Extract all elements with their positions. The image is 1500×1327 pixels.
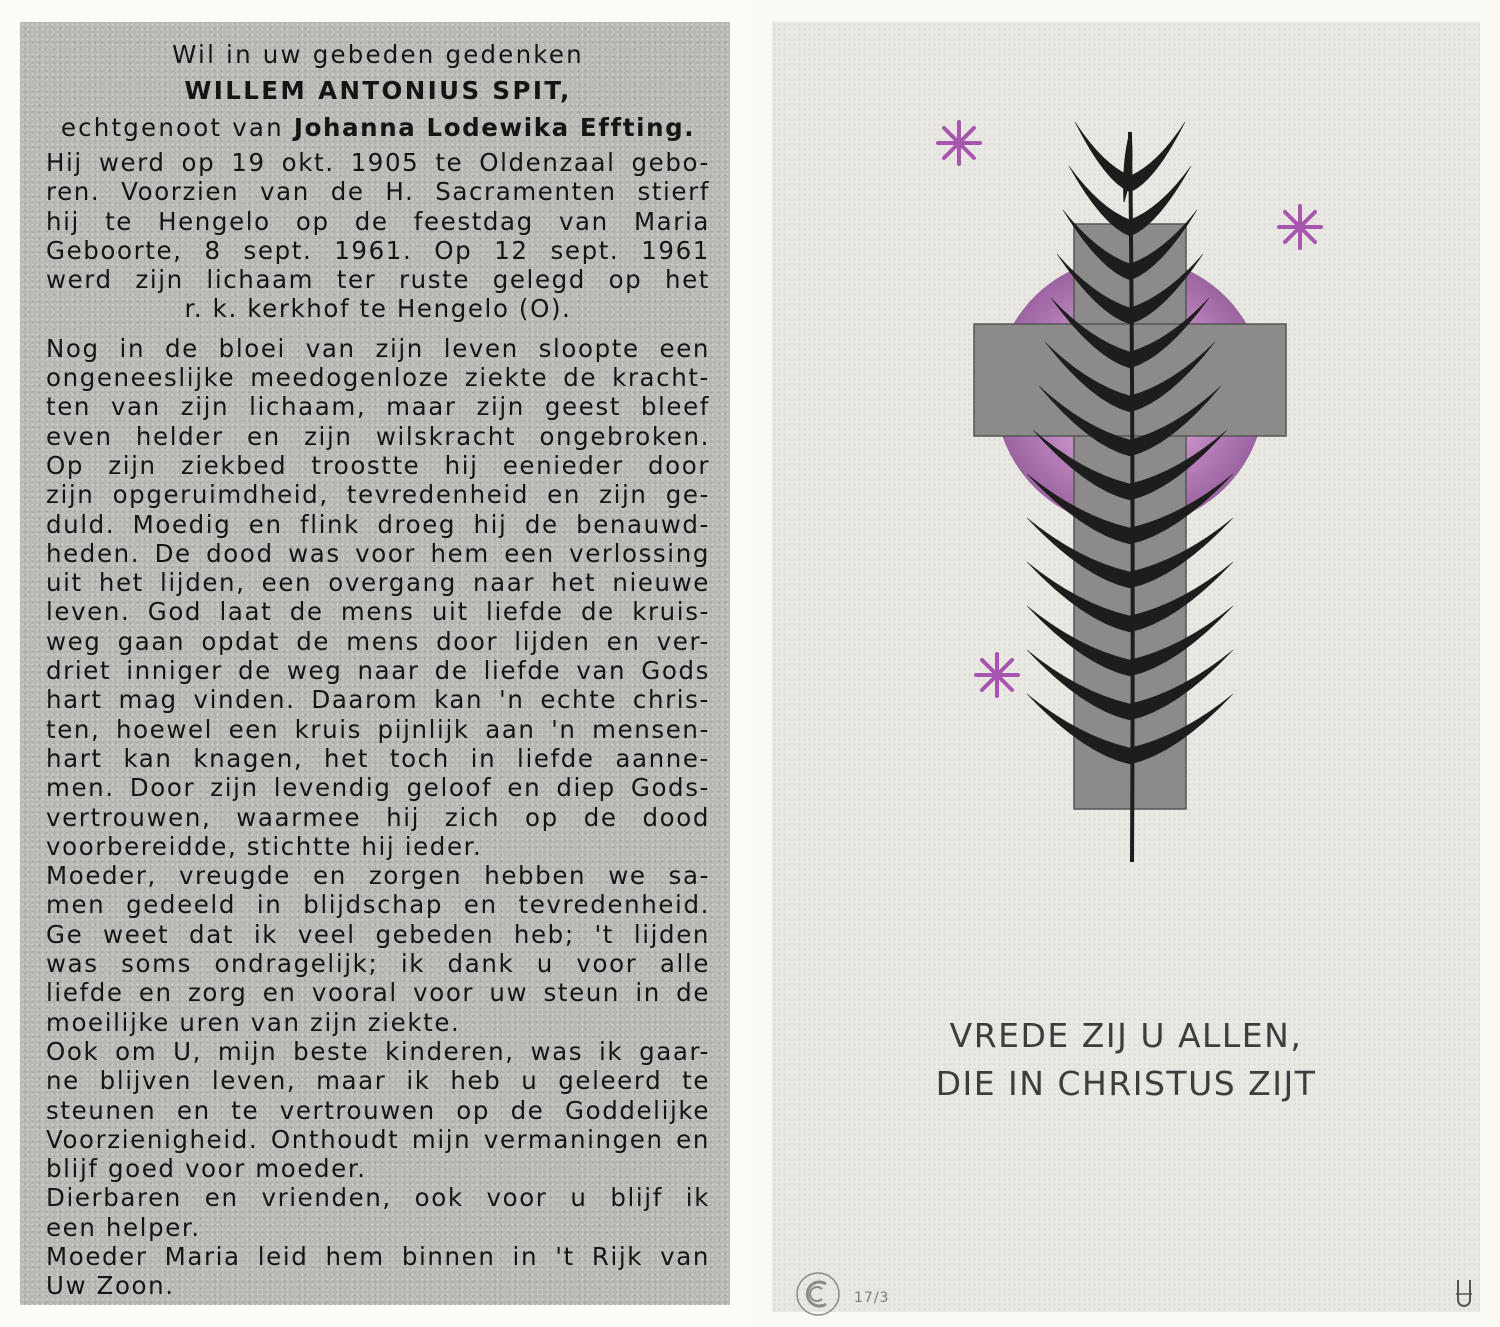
text-line: liefde en zorg en vooral voor uw steun in de	[46, 978, 710, 1008]
spouse-line	[46, 109, 710, 146]
text-line: was soms ondragelijk; ik dank u voor alle	[46, 949, 710, 979]
text-line: weg gaan opdat de mens door lijden en ver-	[46, 626, 710, 656]
text-line: even helder en zijn wilskracht ongebroken.	[46, 421, 710, 451]
star-icon	[934, 118, 984, 168]
text-line: Nog in de bloei van zijn leven sloopte een	[46, 333, 710, 363]
cross-palm-illustration	[932, 102, 1322, 872]
text-line: vertrouwen, waarmee hij zich op de dood	[46, 802, 710, 832]
text-line: Moeder, vreugde en zorgen hebben we sa-	[46, 861, 710, 891]
text-line: men. Door zijn levendig geloof en diep Gods-	[46, 773, 710, 803]
text-line: ten, hoewel een kruis pijnlijk aan 'n mensen-	[46, 714, 710, 744]
text-line: hart kan knagen, het toch in liefde aanne-	[46, 743, 710, 773]
text-line: ten van zijn lichaam, maar zijn geest bleef	[46, 392, 710, 422]
star-icon	[972, 650, 1022, 700]
text-line: ne blijven leven, maar ik heb u geleerd te	[46, 1066, 710, 1096]
text-line: Voorzienigheid. Onthoudt mijn vermaningen en	[46, 1124, 710, 1154]
text-line: uit het lijden, een overgang naar het nieuwe	[46, 568, 710, 598]
text-line: heden. De dood was voor hem een verlossing	[46, 538, 710, 568]
memorial-text	[46, 334, 710, 1301]
text-line: een helper.	[46, 1212, 201, 1242]
text-line: moeilijke uren van zijn ziekte.	[46, 1007, 461, 1037]
text-line: blijf goed voor moeder.	[46, 1154, 367, 1184]
text-line: steunen en te vertrouwen op de Goddelijke	[46, 1095, 710, 1125]
spouse-name: Johanna Lodewika Effting.	[293, 113, 696, 142]
text-line: Uw Zoon.	[46, 1271, 175, 1301]
deceased-name: WILLEM ANTONIUS SPIT,	[184, 76, 572, 105]
text-line: Geboorte, 8 sept. 1961. Op 12 sept. 1961	[46, 235, 710, 265]
text-line: Op zijn ziekbed troostte hij eenieder door	[46, 450, 710, 480]
text-line: ren. Voorzien van de H. Sacramenten stierf	[46, 177, 710, 207]
text-panel	[20, 22, 730, 1305]
text-line: Hij werd op 19 okt. 1905 te Oldenzaal gebo-	[46, 148, 710, 177]
print-code: 17/3	[854, 1290, 890, 1306]
artist-monogram-icon	[1454, 1278, 1474, 1308]
text-line: leven. God laat de mens uit liefde de kruis-	[46, 597, 710, 627]
biography-paragraph	[46, 148, 710, 324]
star-icon	[1275, 202, 1325, 252]
palm-leaf	[1075, 122, 1130, 192]
text-line: Ge weet dat ik veel gebeden heb; 't lijden	[46, 919, 710, 949]
text-line: driet inniger de weg naar de liefde van Gods	[46, 656, 710, 686]
motto-line-1: VREDE ZIJ U ALLEN,	[949, 1016, 1303, 1055]
text-line: duld. Moedig en flink droeg hij de benauwd-	[46, 509, 710, 539]
spouse-prefix: echtgenoot van	[60, 113, 284, 142]
text-line: Moeder Maria leid hem binnen in 't Rijk van	[46, 1241, 710, 1271]
text-line: hij te Hengelo op de feestdag van Maria	[46, 206, 710, 236]
text-line: Ook om U, mijn beste kinderen, was ik gaar-	[46, 1036, 710, 1066]
motto	[772, 1012, 1480, 1108]
text-line: ongeneeslijke meedogenloze ziekte de kracht-	[46, 363, 710, 393]
palm-leaf	[1130, 122, 1185, 192]
text-line: Dierbaren en vrienden, ook voor u blijf ik	[46, 1183, 710, 1213]
text-line: werd zijn lichaam ter ruste gelegd op het	[46, 265, 710, 295]
motto-line-2: DIE IN CHRISTUS ZIJT	[935, 1064, 1317, 1103]
image-panel	[772, 22, 1480, 1312]
intro-line: Wil in uw gebeden gedenken	[172, 40, 584, 69]
text-line: voorbereidde, stichtte hij ieder.	[46, 831, 483, 861]
prayer-card-front	[752, 0, 1500, 1327]
text-line: hart mag vinden. Daarom kan 'n echte chris-	[46, 685, 710, 715]
text-line: zijn opgeruimdheid, tevredenheid en zijn ge-	[46, 480, 710, 510]
text-line: men gedeeld in blijdschap en tevredenheid.	[46, 890, 710, 920]
text-line: r. k. kerkhof te Hengelo (O).	[184, 294, 572, 324]
publisher-logo-icon	[794, 1270, 842, 1318]
